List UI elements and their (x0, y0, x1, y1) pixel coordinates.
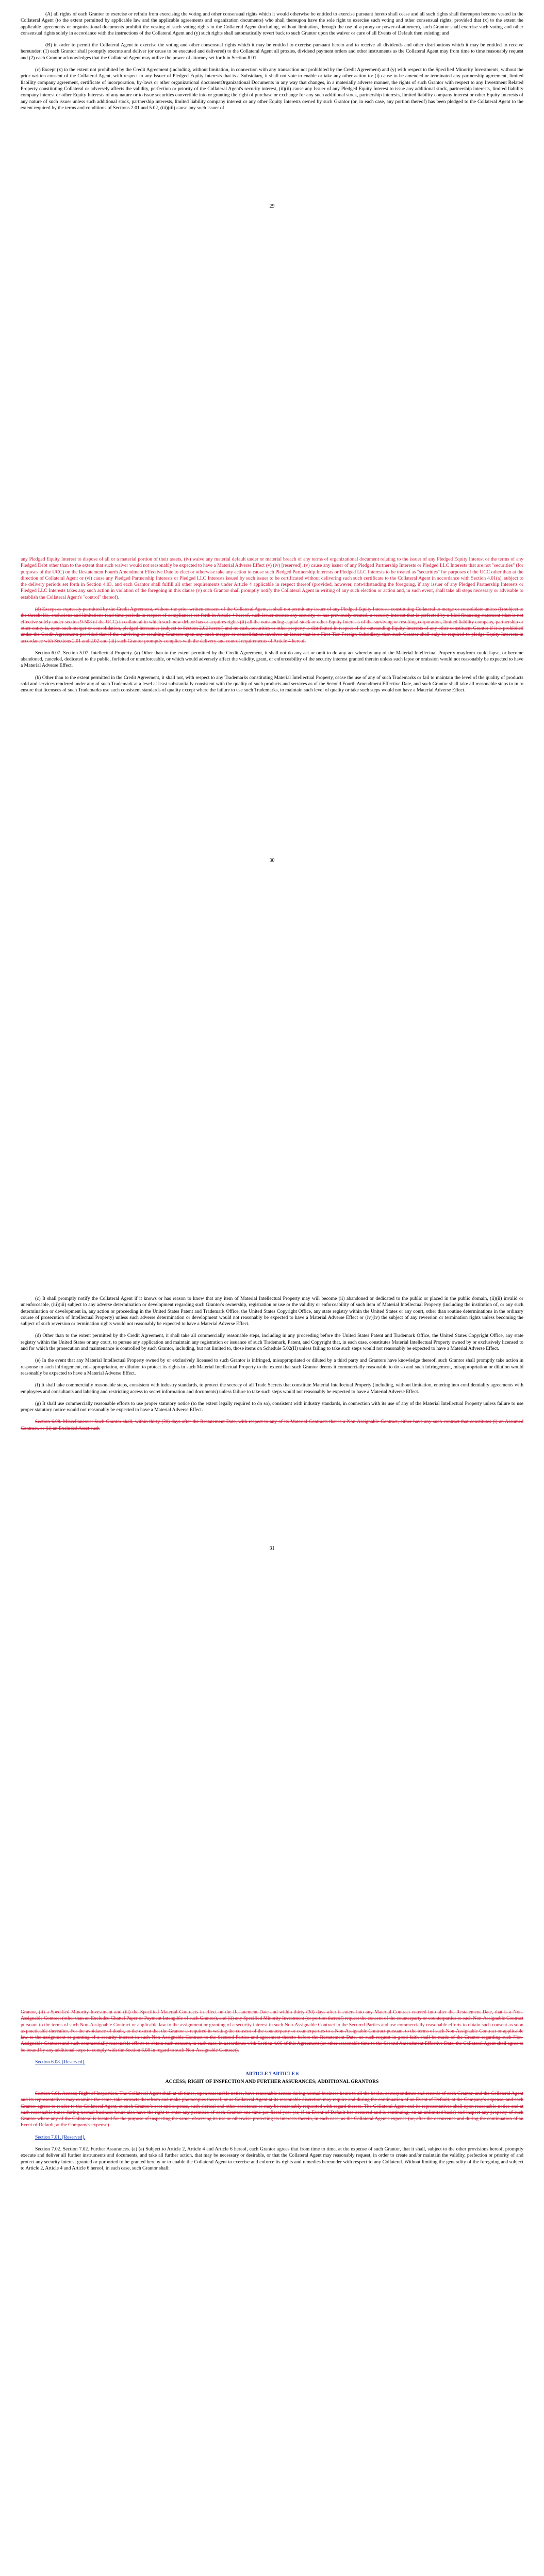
page-29-body (21, 11, 523, 117)
paragraph: Section 6.08. Miscellaneous: Such Grantor shall, within thirty (30) days after the Restatement Date, with respect to any of its Material Contracts that is a Non-Assignable Contract, either have any such contract that constitutes (i) an Assumed Contract, or (ii) an Excluded Asset such (21, 1419, 523, 1431)
paragraph: Section 6.07. Section 5.07. Intellectual Property. (a) Other than to the extent permitted by the Credit Agreement, it shall not do any act or omit to do any act whereby any of the Material Intellectual Property mayfrom could lapse, or become abandoned, canceled, dedicated to the public, forfeited or unenforceable, or which would adversely affect the validity, grant, or enforceability of the security interest granted therein unless such lapse or omission would not reasonably be expected to have a Material Adverse Effect. (21, 650, 523, 669)
paragraph: (f) It shall take commercially reasonable steps, consistent with industry standards, to protect the secrecy of all Trade Secrets that constitute Material Intellectual Property (including, without limitation, entering into confidentiality agreements with employees and consultants and labeling and restricting access to secret information and documents) unless failure to take such steps would not reasonably be expected to have a Material Adverse Effect. (21, 1382, 523, 1395)
paragraph: Section 6.08. [Reserved]. (35, 2059, 86, 2065)
paragraph: (e) In the event that any Material Intellectual Property owned by or exclusively licensed to such Grantor is infringed, misappropriated or diluted by a third party and Grantors have knowledge thereof, such Grantor shall promptly take action in response to such infringement, misappropriation, or dilution to protect its rights in such Material Intellectual Property to the extent that such Grantor deems it commercially reasonable to do so and such infringement, misappropriation or dilution would reasonably be expected to have a Material Adverse Effect. (21, 1358, 523, 1376)
page-30-body (21, 556, 523, 700)
paragraph: Section 7.01. [Reserved]. (35, 2134, 86, 2140)
page-number: 29 (269, 204, 275, 209)
page-number: 30 (269, 858, 275, 863)
paragraph: (A) all rights of each Grantor to exercise or refrain from exercising the voting and other consensual rights which it would otherwise be entitled to exercise pursuant hereto shall cease and all such rights shall thereupon become vested in the Collateral Agent (to the extent permitted by applicable law and the applicable agreements and organization documents) who shall thereupon have the sole right to exercise such voting and other consensual rights; provided that (x) to the extent the applicable agreements or organizational documents prohibit the vesting of such voting rights in the Collateral Agent (including, without limitation, through the use of a proxy or power-of-attorney), such Grantor shall exercise such voting and other consensual rights solely in accordance with the instructions of the Collateral Agent and (y) such rights shall automatically revert back to such Grantor upon the waiver or cure of all Events of Default then existing; and (21, 11, 523, 36)
paragraph: (c) Except (x) to the extent not prohibited by the Credit Agreement (including, without limitation, in connection with any transaction not prohibited by the Credit Agreement) and (y) with respect to the Specified Minority Investments, without the prior written consent of the Collateral Agent, with respect to any Issuer of Pledged Equity Interests that is a Subsidiary, it shall not vote to enable or take any other action to: (i) cause to be amended or terminated any partnership agreement, limited liability company agreement, certificate of incorporation, by-laws or other organizational documentOrganizational Documents in any way that changes, in a materially adverse manner, the rights of such Grantor with respect to any Investment Related Property constituting Collateral or adversely affects the validity, perfection or priority of the Collateral Agent's security interest, (ii)(ii) cause any Issuer of any Pledged Equity Interest to issue any additional stock, partnership interests, limited liability company interest or other Equity Interests of any nature or to issue securities convertible into or granting the right of purchase or exchange for any such additional stock, partnership interests, limited liability company interest or other Equity Interests of any nature of such issuer unless such additional stock, partnership interests, limited liability company interest or any other Equity Interests owned by such Grantor (or, in each case, any portion thereof) has been pledged to the Collateral Agent to the extent required by the terms and conditions of Sections 2.01 and 5.02, (iii)(iii) cause any such issuer of (21, 67, 523, 111)
paragraph: Section 7.02. Section 7.02. Further Assurances. (a) (a) Subject to Article 2, Article 4 and Article 6 hereof, each Grantor agrees that from time to time, at the expense of such Grantor, that it shall, subject to the other provisions hereof, promptly execute and deliver all further instruments and documents, and take all further action, that may be necessary or desirable, or that the Collateral Agent may reasonably request, in order to create and/or maintain the validity, perfection or priority of and protect any security interest granted or purported to be granted hereby or to enable the Collateral Agent to exercise and enforce its rights and remedies hereunder with respect to any Collateral. Without limiting the generality of the foregoing and subject to Article 2, Article 4 and Article 6 hereof, in each case, such Grantor shall: (21, 2146, 523, 2171)
paragraph: (b) Other than to the extent permitted in the Credit Agreement, it shall not, with respect to any Trademarks constituting Material Intellectual Property, cease the use of any of such Trademarks or fail to maintain the level of the quality of products sold and services rendered under any of such Trademark at a level at least substantially consistent with the quality of such products and services as of the Second Fourth Amendment Effective Date, and such Grantor shall take all reasonable steps to in to ensure that licensees of such Trademarks use such consistent standards of quality except where the failure to use such Trademarks, to maintain such level of quality or take such steps would not have a Material Adverse Effect. (21, 674, 523, 693)
paragraph: (g) It shall use commercially reasonable efforts to use proper statutory notice (to the extent legally required to do so), consistent with industry standards, in connection with its use of any of the Material Intellectual Property unless failure to use proper statutory notice would not reasonably be expected to have a Material Adverse Effect. (21, 1400, 523, 1413)
page-31-body (21, 1296, 523, 1437)
paragraph: (c) It shall promptly notify the Collateral Agent if it knows or has reason to know that any item of Material Intellectual Property may will become (ii) abandoned or dedicated to the public or placed in the public domain, (ii)(ii) invalid or unenforceable, (iii)(iii) subject to any adverse determination or development regarding such Grantor's ownership, registration or use or the validity or enforceability of such item of Material Intellectual Property (including the institution of, or any such determination or development in, any action or proceeding in the United States Patent and Trademark Office, the United States Copyright Office, any state registry within the United States or any court, other than routine determinations in the ordinary course of prosecution of Intellectual Property) unless such adverse determination or development would not reasonably be expected to have a Material Adverse Effect or (iv)(iv) the subject of any reversion or termination rights unless becoming the subject of such reversion or termination rights would not reasonably be expected to have a Material Adverse Effect. (21, 1296, 523, 1327)
paragraph: (d) Other than to the extent permitted by the Credit Agreement, it shall take all commercially reasonable steps, including in any proceeding before the United States Patent and Trademark Office, the United States Copyright Office, any state registry within the United States or any court, to pursue any application and maintain any registration or issuance of such Trademark, Patent, and Copyright that, in each case, constitutes Material Intellectual Property owned by or exclusively licensed to and for which the prosecution and maintenance is controlled by such Grantor, including, but not limited to, those items on Schedule 5.02(II) unless failing to take such steps would not reasonably be expected to have a Material Adverse Effect. (21, 1333, 523, 1352)
article-heading: ARTICLE 7 ARTICLE 6 (245, 2071, 299, 2077)
paragraph: Section 6.01. Access; Right of Inspection. The Collateral Agent shall at all times, upon reasonable notice, have reasonable access during normal business hours to all the books, correspondence and records of each Grantor, and the Collateral Agent and its representatives may examine the same, take extracts therefrom and make photocopies thereof, or as Collateral Agent at its reasonable discretion may require and during the continuation of an Event of Default, at the Company's expense, and each Grantor agrees to render to the Collateral Agent, at such Grantor's cost and expense, such clerical and other assistance as may be reasonably requested with regard thereto. The Collateral Agent and its representatives shall upon reasonable notice and at such reasonable times during normal business hours also have the right to enter any premises of each Grantor one time per fiscal year (or, if an Event of Default has occurred and is continuing, on an unlimited basis) and inspect any property of such Grantor where any of the Collateral is located for the purpose of inspecting the same, observing its use or otherwise protecting its interests therein, in each case, as the Collateral Agent's expense (or, after the occurrence and during the continuation of an Event of Default, at the Company's expense). (21, 2090, 523, 2128)
paragraph: (d) Except as expressly permitted by the Credit Agreement, without the prior written consent of the Collateral Agent, it shall not permit any issuer of any Pledged Equity Interests constituting Collateral to merge or consolidate unless (i) subject to the thresholds, exclusions and limitations (and time periods in respect of compliance) set forth in Article 4 hereof, such issuer creates any security, or has previously created, a security interest that is perfected by a filed financing statement (that is not effective solely under section 9-508 of the UCC) in collateral in which such new debtor has or acquires rights (ii) all the outstanding capital stock or other Equity Interests of the surviving or resulting corporation, limited liability company, partnership or other entity is, upon such merger or consolidation, pledged hereunder (subject to Section 2.02 hereof) and no cash, securities or other property is distributed in respect of the outstanding Equity Interests of any other constituent Grantor if it is prohibited under the Credit Agreement; provided that if the surviving or resulting Grantors upon any such merger or consolidation involves an issuer that is a First-Tier Foreign Subsidiary, then such Grantor shall only be required to pledge Equity Interests in accordance with Sections 2.01 and 2.02 and (iii) such Grantor promptly complies with the delivery and control requirements of Article 4 hereof. (21, 606, 523, 644)
page-number: 31 (269, 1546, 275, 1551)
paragraph: Grantor, (ii) a Specified Minority Investment and (iii) the Specified Material Contracts in effect on the Restatement Date and within thirty (30) days after it enters into any Material Contract entered into after the Restatement Date, that is a Non-Assignable Contract (other than an Excluded Chattel Paper or Payment Intangible of such Grantor), and (ii) any Specified Minority Investment (or portion thereof) request the consent of the counterparty or counterparties to such Non-Assignable Contract pursuant to the terms of such Non-Assignable Contract or applicable law to the assignment or granting of a security interest in such Non-Assignable Contract to the Secured Parties and use commercially reasonable efforts to obtain such consent as soon as practicable thereafter. For the avoidance of doubt, to the extent that the Grantor is required in writing the consent of the counterparty or counterparties to a Non-Assignable Contract pursuant to the terms of such Non-Assignable Contract or applicable law to the assignment or granting of a security interest in such Non-Assignable Contract to the Secured Parties and agreement thereto before the Restatement Date, no such request in good faith shall be made of the Grantor regarding such Non-Assignable Contract and such commercially reasonable efforts to obtain such consent, in each case, in accordance with Section 4.06 of this Agreement (or other reasonable time to the Second Amendment Effective Date, the Collateral Agent shall agree to be bound by any additional steps to comply with the Section 6.08 in regard to such Non-Assignable Contract). (21, 2009, 523, 2053)
article-title: ACCESS; RIGHT OF INSPECTION AND FURTHER ASSURANCES; ADDITIONAL GRANTORS (165, 2078, 379, 2084)
page-32-body (21, 2009, 523, 2177)
paragraph: any Pledged Equity Interest to dispose of all or a material portion of their assets, (iv) waive any material default under or material breach of any terms of organizational document relating to the issuer of any Pledged Equity Interest or the terms of any Pledged Debt other than to the extent that such waiver would not reasonably be expected to have a Material Adverse Effect (v) (iv) [reserved], (v) cause any issuer of any Pledged Partnership Interests or Pledged LLC Interests that are not "securities" (for purposes of the UCC) on the Restatement Fourth Amendment Effective Date to elect or otherwise take any action to cause such Pledged Partnership Interests or Pledged LLC Interests to be treated as "securities" for purposes of the UCC other than at the direction of Collateral Agent or (vi) cause any Pledged Partnership Interests or Pledged LLC Interests issued by such issuer to be certificated without delivering such such certificate to the Collateral Agent in accordance with Section 4.01(a), subject to the delivery periods set forth in Section 4.03, and each Grantor shall fulfill all other requirements under Article 4 applicable in respect thereof (provided, however, notwithstanding the foregoing, if any issuer of any Pledged Partnership Interests or Pledged LLC Interests takes any such action in violation of the foregoing in this clause (v) such Grantor shall promptly notify the Collateral Agent in writing of any such election or action and, in such event, shall take all steps necessary or advisable to establish the Collateral Agent's "control" thereof). (21, 556, 523, 600)
paragraph: (B) in order to permit the Collateral Agent to exercise the voting and other consensual rights which it may be entitled to exercise pursuant hereto and to receive all dividends and other distributions which it may be entitled to receive hereunder: (1) each Grantor shall promptly execute and deliver (or cause to be executed and delivered) to the Collateral Agent all proxies, dividend payment orders and other instruments as the Collateral Agent may from time to time reasonably request and (2) each Grantor acknowledges that the Collateral Agent may utilize the power of attorney set forth in Section 8.01. (21, 42, 523, 61)
